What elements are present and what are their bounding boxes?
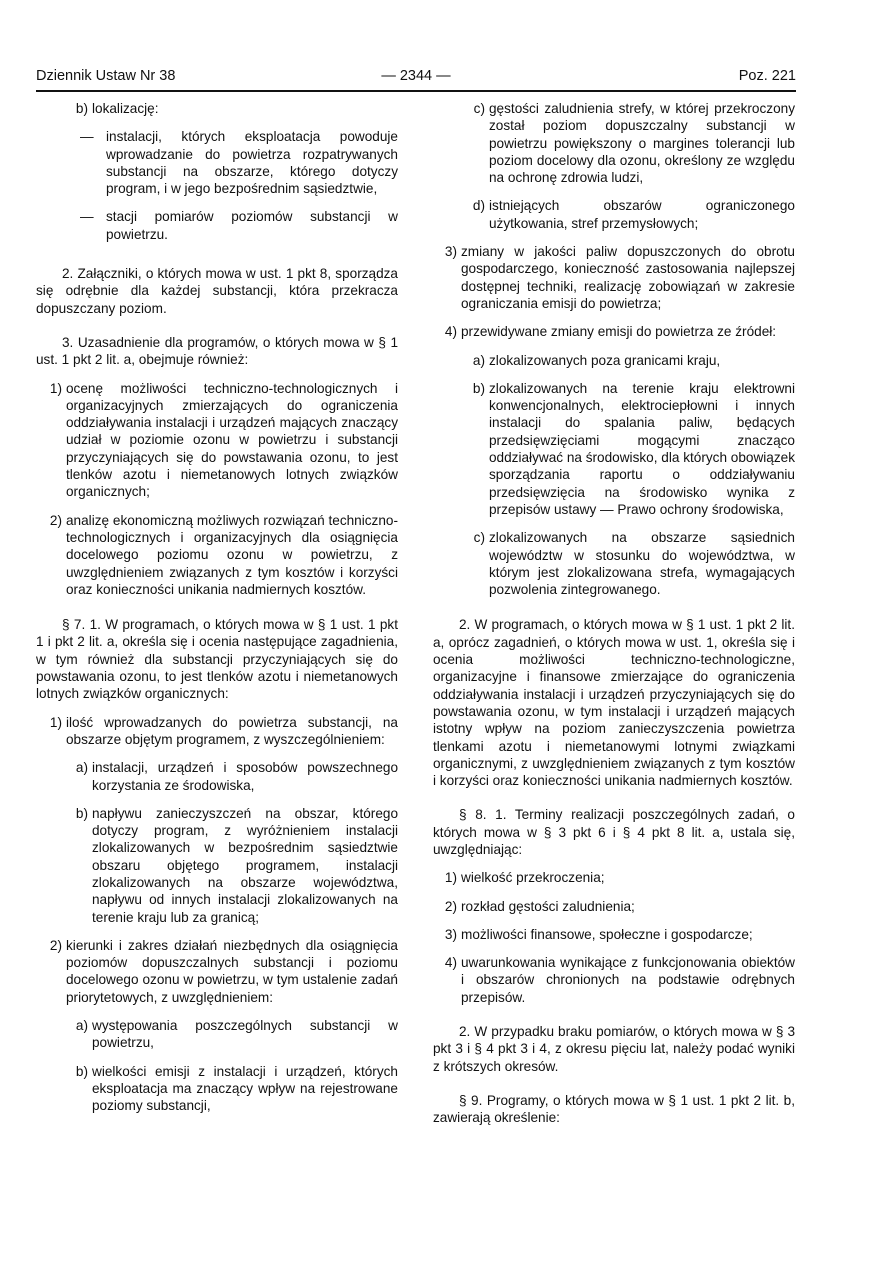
list-item [433, 869, 795, 886]
item-marker: — [80, 209, 94, 225]
list-item [36, 937, 398, 1006]
left-column [36, 100, 398, 1126]
item-text: wielkości emisji z instalacji i urządzeń, których eksploatacja ma znaczący wpływ na rejestrowane poziomy substancji, [92, 1063, 398, 1114]
item-marker: — [80, 129, 94, 145]
item-text: ilość wprowadzanych do powietrza substancji, na obszarze objętym programem, z wyszczególnieniem: [66, 714, 398, 747]
item-marker: a) [75, 1018, 88, 1034]
sub-list-item [463, 100, 795, 186]
item-text: występowania poszczególnych substancji w powietrzu, [92, 1018, 398, 1051]
item-text: uwarunkowania wynikające z funkcjonowania obiektów i obszarów chronionych na podstawie odrębnych przepisów. [461, 955, 795, 1005]
list-item [433, 323, 795, 340]
item-marker: b) [75, 1063, 88, 1079]
list-item [36, 380, 398, 501]
item-text: zmiany w jakości paliw dopuszczonych do obrotu gospodarczego, konieczność zastosowania najlepszej dostępnej techniki, realizację zobowiązań w zakresie ograniczania emisji do powietrza; [461, 244, 795, 311]
item-marker: c) [473, 530, 485, 546]
dash-item [80, 128, 398, 197]
list-item [36, 714, 398, 749]
sub-list-item [66, 759, 398, 794]
journal-title: Dziennik Ustaw Nr 38 [36, 68, 176, 84]
item-marker: 1) [444, 870, 457, 886]
right-column [433, 100, 795, 1138]
item-text: lokalizację: [92, 101, 159, 116]
item-text: zlokalizowanych na terenie kraju elektrowni konwencjonalnych, elektrociepłowni i innych instalacji do spalania paliw, będących przedsięwzięciami mogącymi znacząco oddziaływać na środowisko, dla których obowiązek sporządzania raportu o oddziaływaniu przedsięwzięcia na środowisko wynika z przepisów ustawy — Prawo ochrony środowiska, [489, 380, 796, 517]
item-marker: 4) [444, 324, 457, 340]
section-8-paragraph: § 8. 1. Terminy realizacji poszczególnych zadań, o których mowa w § 3 pkt 6 i § 4 pkt 8 lit. a, ustala się, uwzględniając: [433, 807, 795, 857]
section-8-paragraph-2: 2. W przypadku braku pomiarów, o których mowa w § 3 pkt 3 i § 4 pkt 3 i 4, z okresu pięciu lat, należy podać wyniki z krótszych okresów. [433, 1024, 795, 1074]
item-text: możliwości finansowe, społeczne i gospodarcze; [461, 926, 753, 942]
item-marker: a) [472, 352, 485, 368]
sub-list-item [463, 197, 795, 232]
item-text: analizę ekonomiczną możliwych rozwiązań techniczno-technologicznych i organizacyjnych dla osiągnięcia docelowego poziomu ozonu w powietrzu, z uwzględnieniem związanych z tym kosztów i korzyści oraz konieczności unikania nadmiernych kosztów. [66, 512, 398, 597]
item-marker: 1) [49, 714, 62, 730]
item-marker: b) [75, 101, 88, 116]
item-marker: b) [75, 805, 88, 821]
paragraph-3: 3. Uzasadnienie dla programów, o których mowa w § 1 ust. 1 pkt 2 lit. a, obejmuje również: [36, 334, 398, 368]
list-item [433, 898, 795, 915]
item-text: instalacji, urządzeń i sposobów powszechnego korzystania ze środowiska, [92, 760, 398, 793]
item-text: gęstości zaludnienia strefy, w której przekroczony został poziom dopuszczalny substancji w powietrzu powiększony o margines tolerancji lub poziom docelowy dla ozonu, określony ze względu na ochronę zdrowia ludzi, [489, 101, 795, 186]
page-header [36, 68, 796, 90]
sub-list-item [66, 1017, 398, 1052]
item-marker: d) [472, 198, 485, 214]
item-text: zlokalizowanych na obszarze sąsiednich województw w stosunku do województwa, w którym jest zlokalizowana strefa, wymagających pozwolenia zintegrowanego. [489, 530, 795, 598]
item-text: instalacji, których eksploatacja powoduje wprowadzanie do powietrza rozpatrywanych substancji na obszarze, którego dotyczy program, i w jego bezpośrednim sąsiedztwie, [106, 129, 398, 197]
list-item [36, 512, 398, 598]
sub-list-item [463, 352, 795, 369]
item-text: ocenę możliwości techniczno-technologicznych i organizacyjnych zmierzających do ograniczenia oddziaływania instalacji i urządzeń mających znaczący udział w poziomie ozonu w powietrzu i substancji przyczyniających się do powstawania ozonu, to jest tlenków azotu i niemetanowych lotnych związków organicznych; [66, 380, 398, 500]
item-marker: a) [75, 760, 88, 776]
list-item [66, 100, 398, 117]
sub-list-item [463, 380, 795, 518]
sub-list-item [463, 529, 795, 598]
item-marker: 2) [49, 937, 62, 953]
item-text: zlokalizowanych poza granicami kraju, [489, 352, 721, 368]
sub-list-item [66, 1063, 398, 1115]
item-marker: c) [473, 101, 485, 116]
document-page [36, 68, 796, 1126]
sub-list-item [66, 805, 398, 926]
item-marker: 2) [49, 512, 62, 528]
item-marker: 1) [49, 380, 62, 396]
list-item [433, 243, 795, 312]
paragraph-2: 2. Załączniki, o których mowa w ust. 1 pkt 8, sporządza się odrębnie dla każdej substancji, która przekracza dopuszczany poziom. [36, 266, 398, 316]
section-7-paragraph: § 7. 1. W programach, o których mowa w § 1 ust. 1 pkt 1 i pkt 2 lit. a, określa się i ocenia następujące zagadnienia, w tym również dla substancji przyczyniających się do powstawania ozonu, to jest tlenków azotu i niemetanowych lotnych związków organicznych: [36, 617, 398, 702]
item-marker: 3) [444, 926, 457, 942]
dash-item [80, 208, 398, 243]
list-item [433, 926, 795, 943]
item-text: wielkość przekroczenia; [461, 870, 605, 886]
item-marker: 3) [444, 244, 457, 260]
section-9-paragraph: § 9. Programy, o których mowa w § 1 ust. 1 pkt 2 lit. b, zawierają określenie: [433, 1092, 795, 1126]
section-7-paragraph-2: 2. W programach, o których mowa w § 1 ust. 1 pkt 2 lit. a, oprócz zagadnień, o których mowa w ust. 1, określa się i ocenia możliwości techniczno-technologiczne, organizacyjne i finansowe zmierzające do ograniczenia oddziaływania instalacji i urządzeń przyczyniających się do powstawania ozonu, w tym instalacji i urządzeń mających istotny wpływ na poziom zanieczyszczenia powietrza tlenkami azotu i niemetanowymi lotnymi związkami organicznymi, z uwzględnieniem związanych z tym kosztów i korzyści oraz konieczności unikania nadmiernych kosztów. [433, 617, 795, 789]
header-rule [36, 90, 796, 92]
item-marker: 4) [444, 955, 457, 971]
item-text: kierunki i zakres działań niezbędnych dla osiągnięcia poziomów dopuszczalnych substancji i poziomu docelowego ozonu w powietrzu, w tym ustalenie zadań priorytetowych, z uwzględnieniem: [66, 937, 398, 1005]
item-text: napływu zanieczyszczeń na obszar, którego dotyczy program, z wyróżnieniem instalacji zlokalizowanych w bezpośrednim sąsiedztwie obszaru objętego programem, instalacji zlokalizowanych na obszarze województwa, napływu od innych instalacji zlokalizowanych na terenie kraju lub za granicą; [92, 805, 398, 925]
item-marker: b) [472, 380, 485, 396]
item-text: stacji pomiarów poziomów substancji w powietrzu. [106, 209, 398, 242]
page-number: — 2344 — [381, 68, 451, 84]
item-text: przewidywane zmiany emisji do powietrza ze źródeł: [461, 324, 777, 340]
list-item [433, 954, 795, 1006]
item-text: rozkład gęstości zaludnienia; [461, 898, 635, 914]
position-number: Poz. 221 [738, 68, 796, 84]
item-text: istniejących obszarów ograniczonego użytkowania, stref przemysłowych; [489, 198, 795, 231]
item-marker: 2) [444, 898, 457, 914]
